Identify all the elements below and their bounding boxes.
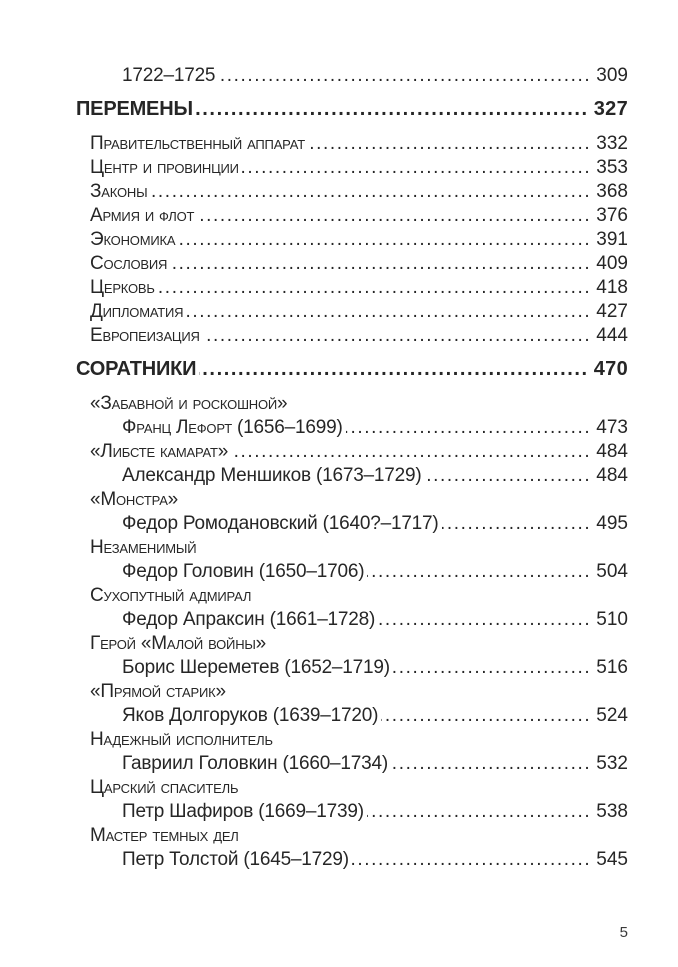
toc-entry[interactable] (76, 228, 628, 252)
toc-entry[interactable] (76, 560, 628, 584)
dot-leader (186, 300, 591, 324)
dot-leader (158, 276, 592, 300)
dot-leader (425, 464, 592, 488)
dot-leader (218, 64, 591, 88)
toc-entry-page: 418 (596, 277, 628, 298)
toc-entry-title: «Монстра» (90, 489, 179, 510)
toc-entry-page: 409 (596, 253, 628, 274)
dot-leader (150, 180, 591, 204)
toc-entry-page: 495 (596, 513, 628, 534)
toc-entry-title: Сухопутный адмирал (90, 585, 252, 606)
toc-entry-title: Федор Ромодановский (1640?–1717) (122, 513, 439, 534)
toc-entry[interactable] (76, 776, 628, 800)
toc-entry[interactable] (76, 356, 628, 382)
toc-entry-page: 332 (596, 133, 628, 154)
toc-entry[interactable] (76, 512, 628, 536)
toc-entry-page: 470 (593, 358, 628, 380)
toc-entry[interactable] (76, 704, 628, 728)
toc-entry-page: 545 (596, 849, 628, 870)
toc-entry-title: Экономика (90, 229, 176, 250)
toc-entry-title: Яков Долгоруков (1639–1720) (122, 705, 379, 726)
toc-entry[interactable] (76, 276, 628, 300)
dot-leader (367, 800, 591, 824)
toc-entry-title: Петр Толстой (1645–1729) (122, 849, 349, 870)
toc-entry-page: 524 (596, 705, 628, 726)
toc-entry[interactable] (76, 324, 628, 348)
toc-entry-title: Александр Меншиков (1673–1729) (122, 465, 422, 486)
toc-entry-title: Законы (90, 181, 148, 202)
toc-entry-title: СОРАТНИКИ (76, 358, 197, 380)
toc-entry-title: ПЕРЕМЕНЫ (76, 98, 193, 120)
toc-entry[interactable] (76, 252, 628, 276)
toc-entry-page: 309 (596, 65, 628, 86)
toc-entry-page: 484 (596, 465, 628, 486)
toc-entry-page: 516 (596, 657, 628, 678)
toc-entry[interactable] (76, 488, 628, 512)
toc-entry-title: Царский спаситель (90, 777, 239, 798)
toc-entry-title: «Либсте камарат» (90, 441, 229, 462)
toc-entry-title: Герой «Малой войны» (90, 633, 267, 654)
toc-entry[interactable] (76, 656, 628, 680)
toc-entry-title: Гавриил Головкин (1660–1734) (122, 753, 389, 774)
toc-entry-title: Правительственный аппарат (90, 133, 305, 154)
toc-entry-title: Федор Головин (1650–1706) (122, 561, 365, 582)
toc-entry-title: Сословия (90, 253, 168, 274)
toc-entry[interactable] (76, 64, 628, 88)
toc-entry-title: Церковь (90, 277, 155, 298)
dot-leader (378, 608, 591, 632)
toc-entry-title: Мастер темных дел (90, 825, 239, 846)
toc-entry[interactable] (76, 96, 628, 122)
toc-entry-title: Борис Шереметев (1652–1719) (122, 657, 390, 678)
dot-leader (178, 228, 591, 252)
dot-leader (346, 416, 592, 440)
dot-leader (242, 156, 592, 180)
toc-entry-title: Петр Шафиров (1669–1739) (122, 801, 364, 822)
toc-entry[interactable] (76, 300, 628, 324)
toc-entry[interactable] (76, 416, 628, 440)
toc-entry-title: Франц Лефорт (1656–1699) (122, 417, 343, 438)
toc-entry[interactable] (76, 440, 628, 464)
toc-entry-title: Армия и флот (90, 205, 195, 226)
toc-entry[interactable] (76, 680, 628, 704)
toc-entry[interactable] (76, 800, 628, 824)
dot-leader (196, 96, 589, 122)
dot-leader (391, 752, 591, 776)
toc-entry-page: 538 (596, 801, 628, 822)
toc-entry[interactable] (76, 632, 628, 656)
toc-entry-title: Надежный исполнитель (90, 729, 273, 750)
toc-entry-page: 444 (596, 325, 628, 346)
toc-entry-page: 353 (596, 157, 628, 178)
footer-page-number: 5 (619, 924, 628, 941)
toc-entry-title: Дипломатия (90, 301, 184, 322)
toc-entry-page: 368 (596, 181, 628, 202)
toc-entry[interactable] (76, 180, 628, 204)
toc-entry-title: Европеизация (90, 325, 200, 346)
toc-entry[interactable] (76, 392, 628, 416)
toc-entry-title: «Прямой старик» (90, 681, 226, 702)
toc-entry[interactable] (76, 132, 628, 156)
dot-leader (199, 356, 588, 382)
toc-entry[interactable] (76, 464, 628, 488)
toc-entry-title: Незаменимый (90, 537, 197, 558)
toc-entry-page: 391 (596, 229, 628, 250)
toc-entry-page: 510 (596, 609, 628, 630)
toc-entry-page: 427 (596, 301, 628, 322)
toc-entry[interactable] (76, 608, 628, 632)
toc-entry-page: 376 (596, 205, 628, 226)
toc-entry[interactable] (76, 536, 628, 560)
dot-leader (170, 252, 591, 276)
dot-leader (203, 324, 592, 348)
dot-leader (308, 132, 591, 156)
dot-leader (393, 656, 591, 680)
dot-leader (367, 560, 591, 584)
dot-leader (352, 848, 591, 872)
toc-entry[interactable] (76, 204, 628, 228)
toc-entry-page: 504 (596, 561, 628, 582)
toc-entry-title: Федор Апраксин (1661–1728) (122, 609, 376, 630)
toc-entry[interactable] (76, 824, 628, 848)
toc-list (76, 64, 628, 872)
toc-entry-title: 1722–1725 (122, 65, 216, 86)
toc-entry-title: «Забавной и роскошной» (90, 393, 288, 414)
toc-entry[interactable] (76, 584, 628, 608)
toc-entry-page: 532 (596, 753, 628, 774)
dot-leader (197, 204, 591, 228)
dot-leader (381, 704, 591, 728)
toc-entry-page: 473 (596, 417, 628, 438)
toc-entry[interactable] (76, 156, 628, 180)
dot-leader (231, 440, 591, 464)
toc-entry-page: 484 (596, 441, 628, 462)
toc-entry-title: Центр и провинции (90, 157, 239, 178)
toc-entry-page: 327 (593, 98, 628, 120)
toc-entry[interactable] (76, 848, 628, 872)
toc-entry[interactable] (76, 752, 628, 776)
toc-entry[interactable] (76, 728, 628, 752)
dot-leader (442, 512, 592, 536)
